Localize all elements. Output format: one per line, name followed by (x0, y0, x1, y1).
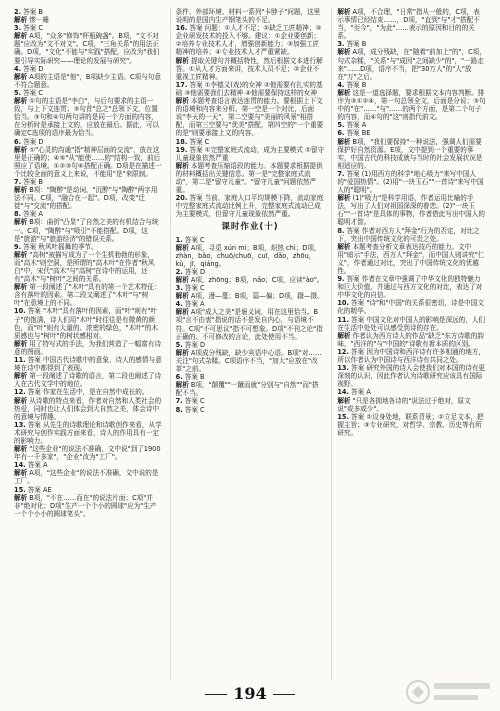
answer-entry (14, 388, 163, 396)
entry-label: 3. (337, 40, 345, 49)
answer-entry (14, 445, 163, 461)
entry-text: 答案 (1)用西方的科学"地心吸力"来写中国人的"爱国热情"。(2)用"一块玉石""一首诗"来写中国人的"聪明"。 (337, 169, 484, 195)
entry-label: 解析 (175, 381, 189, 390)
entry-text: 答案 BE (346, 129, 371, 138)
entry-label: 5. (175, 340, 183, 349)
answer-entry (14, 283, 163, 307)
answer-entry (14, 178, 163, 186)
entry-label: 解析 (14, 339, 28, 348)
entry-text: B项，"我们要保持"一种说法，强调人们需要保护好自然资源。E项，文中提到一个重要的事实，中国古代的科技成就与当时的社会发展状况是相适应的。 (337, 137, 483, 170)
answer-entry (14, 65, 163, 73)
entry-text: 答案 AE (27, 485, 52, 494)
answer-entry (14, 243, 163, 251)
entry-text: 答案 B (184, 373, 205, 382)
answer-page (14, 8, 486, 680)
entry-text: 答案 C (184, 397, 205, 406)
entry-label: 5. (337, 121, 345, 130)
entry-label: 解析 (14, 145, 28, 154)
entry-label: 解析 (14, 218, 28, 227)
answer-entry (337, 129, 486, 137)
answer-entry (337, 299, 486, 315)
entry-label: 4. (337, 80, 345, 89)
answer-entry (14, 32, 163, 64)
entry-text: 答案 C (184, 405, 205, 414)
entry-label: 4. (175, 300, 183, 309)
answer-entry (14, 307, 163, 339)
entry-label: 解析 (14, 445, 28, 454)
entry-label: 解析 (337, 194, 351, 203)
entry-label: 解析 (337, 242, 351, 251)
answer-entry (176, 406, 325, 414)
entry-label: 解析 (337, 48, 351, 57)
answer-entry (176, 146, 325, 162)
footer-dash-left (205, 694, 227, 696)
answer-entry (14, 397, 163, 421)
entry-text: 答案 因为中国诗和西洋诗有许多相通的地方，所以作者认为中国诗与西洋诗有共同之处。 (337, 347, 486, 365)
entry-label: 8. (337, 226, 345, 235)
entry-label: 解析 (14, 97, 28, 106)
entry-text: 答案 A (346, 121, 367, 130)
entry-text: 答案 C (184, 235, 205, 244)
entry-text: A项的主语是"他"，B项缺少主语。C项与句意不符合题意。 (14, 72, 161, 89)
entry-label: 解析 (14, 16, 28, 25)
entry-label: 解析 (14, 186, 28, 195)
entry-text: A项"成人之美"是褒义词，用在这里恰当。B项"言不由衷"指说的话不是发自内心，与语境不符。C项"不可思议"指不可想象。D项"不刊之论"指正确的、不可修改的言论，此处使用不当。 (175, 308, 323, 341)
entry-text: 答案 B (23, 8, 43, 16)
column-middle (170, 8, 325, 680)
entry-text: (1)"吸力"是科学用语，作者运用比喻的手法，写出了人们对祖国深深的眷恋。(2)"一块玉石""一首诗"是具体的事物，作者借此写出中国人的聪明才智。 (337, 194, 485, 227)
entry-label: 解析 (175, 292, 189, 301)
answer-entry (337, 81, 486, 89)
entry-text: B项：曲折"凸显"了自然之美的有机结合与统一。C项，"陶醉"与"吸引"不能搭配。D项，这是"旅游"与"旅游经济"的错误关系。 (14, 218, 159, 243)
entry-text: 答案 D (23, 137, 44, 146)
entry-label: 14. (14, 461, 26, 470)
entry-text: A项，不合理，"日常"指从一般的，C项，表示事情已经结束……，D项，"直到"与"才"搭配不当，"至今"，"为此"……表示的原因和目的的关系。 (337, 8, 480, 41)
entry-text: B项："陶醉"是动词，"沉醉"与"陶醉"两字用法不同。C项，"融合在一起"。D项，改变"迁徙"与"交流"的搭配。 (14, 186, 158, 211)
answer-entry (14, 421, 163, 445)
answer-entry (176, 284, 325, 292)
answer-entry (337, 388, 486, 396)
entry-label: 解析 (337, 88, 351, 97)
entry-label: 解析 (14, 493, 28, 502)
entry-label: 解析 (175, 243, 189, 252)
answer-entry (176, 341, 325, 349)
answer-entry (14, 73, 163, 89)
entry-label: 11. (14, 356, 26, 365)
entry-text: 答案 作者对西方人"拜金"行为的否定，对比之下，突出中国传统文化的可贵之处。 (337, 226, 480, 243)
entry-text: 第一段阐述了"木叶"具有的第一个艺术特征：含有落叶的因素。第二段又阐述了"木叶"与"树叶"在意境上的不同。 (14, 283, 161, 308)
entry-label: 15. (14, 485, 26, 494)
entry-text: 答案 ①设身处地，联系背景；②立足文本，把握主旨；③专业研究，对哲学、宗教、历史等有所研究。 (337, 412, 484, 437)
entry-text: 答案 作家在生活中，是在自然中成长的。 (27, 388, 149, 397)
entry-label: 9. (14, 242, 22, 251)
entry-label: 解析 (14, 372, 28, 381)
entry-text: 答案 B (23, 177, 43, 186)
entry-label: 1. (175, 235, 183, 244)
entry-label: 解析 (175, 308, 189, 317)
answer-entry (337, 194, 486, 226)
entry-label: 20. (175, 194, 188, 203)
entry-label: 10. (337, 299, 350, 308)
entry-text: 答案 D (184, 267, 206, 276)
entry-text: 用了特写式的手法，为我们营造了一幅富有诗意的图画。 (14, 339, 162, 356)
answer-entry (337, 227, 486, 243)
entry-text: B项，"颠覆""一蹴而就"分别与"自然""而"搭配不当。 (175, 381, 319, 398)
answer-entry (176, 373, 325, 381)
entry-text: 答案 C (189, 137, 210, 146)
answer-entry (14, 340, 163, 356)
entry-text: 本题考查分析文章表达技巧的能力。文中用"暗示"手法，西方人"拜金"，而中国人则讲究"仁义"，作者通过对比，突出了中国传统文化的优越性。 (337, 242, 485, 275)
entry-text: 答案 问题：①人才不足；②缺乏工匠精神；③企业研发技术的投入不够。建议：①企业要创新；②培养专业技术人才，增强创新能力；③加强工匠精神的培养；④专业技术人才严重紧缺。 (175, 24, 322, 57)
entry-label: 3. (175, 284, 183, 293)
answer-entry (14, 486, 163, 494)
entry-text: 第一段阐述了诗歌的语言，第二段也阐述了诗人在古代文学中的地位。 (14, 372, 162, 389)
entry-label: 解析 (337, 331, 351, 340)
entry-text: 答案 "木叶"具有落叶的因素，而"叶"则有"叶子"的饱满，诗人们用"木叶"时往往是有微黄的颜色，而"叶"则有大量的、浓密的绿色，"木叶"的木质感也与"树叶"的树状感相对。 (14, 307, 159, 340)
entry-text: 答案 A (351, 388, 371, 397)
entry-text: ①"心灵的沟通"指"精神层面的交流"，放在这里是正确的；④⑤"从"能使……的"结构一致，前后照应了语境。①②③句⑥搭配正确。D项是在描述一个比较全面的意义上来说，不能用"是"来限制。 (14, 145, 162, 178)
answer-entry (14, 89, 163, 97)
entry-label: 解析 (14, 72, 28, 81)
entry-text: A项，漫—蔓；B项，篇—偏；D项，蹑—摄。 (190, 292, 324, 301)
entry-label: 2. (14, 8, 22, 16)
entry-text: A项，"众多"修饰"杯瓶碗盏"。B项，"文不对题"应改为"文不对文"。C项，"三角关系"的用法正确。D项，"文化"不能与"实践"搭配，应改为"我们要引导实际研究——理论的发展与研究"。 (14, 32, 160, 65)
answer-entry (14, 138, 163, 146)
entry-label: 14. (337, 388, 350, 397)
entry-text: A项，成分残缺，在"随着"前加上"的"，C项，句式杂糅，"关系"与"成因"之间缺少"的"，"一路走来"……D项，语序不当，把"30万人"的"人"放在"万"之后。 (337, 48, 486, 81)
answer-entry (176, 381, 325, 397)
entry-label: 3. (14, 24, 22, 33)
entry-text: 答案 C (23, 24, 43, 33)
section-title: 课时作业(十) (221, 222, 279, 233)
answer-entry (176, 236, 325, 244)
answer-entry (176, 24, 325, 56)
answer-entry (337, 332, 486, 348)
entry-label: 12. (337, 347, 350, 356)
footer-dash-right (273, 694, 295, 696)
entry-label: 解析 (175, 161, 189, 170)
column-right (331, 8, 486, 680)
entry-label: 解析 (14, 250, 28, 259)
answer-entry (337, 413, 486, 437)
answer-entry (337, 89, 486, 121)
page-number: 194 (233, 684, 267, 703)
entry-text: A项，zhōng；B项，nǎo；C项，应读"ào"。 (190, 276, 324, 284)
entry-label: 解析 (337, 396, 351, 405)
entry-text: A项，"这些企业"的说法不准确，文中说的是工厂。 (14, 469, 159, 486)
entry-label: 解析 (337, 8, 351, 16)
entry-label: 16. (175, 24, 188, 33)
entry-text: 答案 D (23, 64, 44, 73)
entry-label: 解析 (14, 396, 28, 405)
answer-entry (337, 8, 486, 40)
entry-text: 提取关键句并概括特性，然后根据文本进行解答。①从人才方面来讲，技术人员不足；②企业不重视工匠精神。 (175, 56, 323, 81)
watermark-logo-icon (404, 675, 496, 709)
entry-label: 解析 (175, 276, 189, 284)
answer-entry (337, 243, 486, 275)
entry-text: 答案 中国文化对中国人的影响是深远的，人们在生活中处处可以感受到诗的存在。 (337, 315, 486, 332)
entry-text: 答案 ①完整家庭式流动，成为主要模式 ②留守儿童现象依然严重 (175, 145, 325, 162)
entry-label: 4. (14, 64, 22, 73)
entry-text: 答案 D (184, 340, 206, 349)
entry-text: 答案 ①李德义(戏)的女神 ②他需要有扎实的基础 ③他需要我们去精神 ④他需要保持这样的女神 (175, 80, 323, 97)
answer-entry (14, 146, 163, 178)
entry-label: 10. (14, 307, 26, 316)
answer-entry (14, 372, 163, 388)
entry-text: 条件、外部环境、材料一系列"卡脖子"问题，这里说明的是国内生产钢笔头的不足。 (175, 8, 321, 25)
entry-text: 答案 研究外国的诗人会使我们对本国的诗有更深刻的认识，因此作者认为诗歌研究应该具有国际视野。 (337, 364, 486, 389)
entry-label: 15. (337, 412, 350, 421)
entry-text: A项，寻觅 xún mì；B项，炽热 chì；D项，zhàn，bǎo，chuō/chuō，cuī，dǎo，zhōu，kù，jī，qiáng。 (175, 243, 321, 268)
entry-text: 答案 "诗"和"中国"的关系很密切，诗是中国文化的精华。 (337, 299, 484, 316)
entry-text: "高树"被描写成为了一个生机勃勃的形象，而"高木"则空洞，是所谓的"高木叶"在作者"秋风白"中，宋代"高木"与"高树"在诗中的运用，还有"高木"与"树叶"之间的关系。 (14, 250, 155, 284)
entry-text: 这是一道选择题，要求根据文本内容判断。排序为③①②④，第一句总领全文，后面是分说；③句中的"在"……"与"……的两个方面，是第二个句子的内容，而④句的"这"则指代前文。 (337, 88, 486, 122)
answer-entry (337, 275, 486, 299)
entry-text: 答案 C (184, 284, 205, 293)
entry-label: 17. (175, 80, 188, 89)
answer-entry (176, 194, 325, 218)
entry-text: 本题考查语言表达连贯的能力。要根据上下文的语境和内容来分析。第一空是一个对比，后面说"李天的一天"，第二空要与"美丽的风景"相搭配，而第三空要与"优美"搭配，第四空的"一个重要的是"则要承接上文的内容。 (175, 97, 324, 138)
entry-label: 19. (175, 145, 188, 154)
entry-text: "这些企业"的说法不准确，文中说"到了1900年有一千多家"，"企业"改为"工厂"。 (14, 445, 161, 462)
entry-label: 解析 (14, 32, 28, 41)
entry-label: 7. (175, 397, 183, 406)
entry-text: 答案 B (346, 40, 367, 49)
answer-entry (337, 48, 486, 80)
entry-label: 解析 (175, 97, 189, 106)
entry-label: 18. (175, 137, 188, 146)
entry-text: ①句的主语是"李白"，与后句要求的主语一致，与上下文连贯；③句首"总之"总领下文，位置恰当。③句和④句两句讲的是同一个方面的内容，在分析时是承接上文的，应放在最后。据此，可以确定C选项的语序最为恰当。 (14, 97, 160, 138)
answer-entry (14, 251, 163, 283)
answer-entry (176, 162, 325, 194)
entry-label: 13. (337, 364, 350, 373)
answer-entry (337, 316, 486, 332)
entry-text: 从诗歌的特点来看，作者对自然和人类社会的热爱，同时也让人们体会到大自然之美，体会诗中的意境与情趣。 (14, 396, 162, 421)
entry-text: 答案 当前，家庭人口平均规模下降，流动家庭中完整家庭式流动比例上升，完整家庭式流动已成为主要模式，但留守儿童现象依然严重。 (175, 194, 324, 219)
answer-entry (337, 364, 486, 388)
answer-entry (14, 8, 163, 16)
entry-text: 答案 C (23, 88, 43, 97)
entry-text: B项，"不在……而在"的说法片面；C项"并非"绝对化；D项"生产一个个小的圆球"应为"生产一个个小小的圆球笔头"。 (14, 493, 157, 518)
answer-entry (176, 349, 325, 373)
answer-entry (176, 276, 325, 284)
answer-entry (176, 308, 325, 340)
answer-entry (337, 170, 486, 194)
answer-entry (176, 97, 325, 137)
answer-entry (176, 8, 325, 24)
entry-label: 8. (175, 405, 183, 414)
entry-text: 答案 A (27, 461, 48, 470)
entry-label: 5. (14, 88, 22, 97)
answer-entry (14, 97, 163, 137)
answer-entry (176, 244, 325, 268)
entry-text: 答案 A (23, 210, 43, 219)
column-left (14, 8, 163, 680)
answer-entry (176, 268, 325, 276)
entry-text: 作者认为西方诗人的作品"缺乏"东方诗歌的韵味，"西洋的"与"中国的"诗歌有着本质的区别。 (337, 331, 484, 348)
entry-text: 本题考查压缩语段的能力。本题要求根据提供的材料概括出关键信息。第一是"完整家庭式流动"，第二是"留守儿童"。"留守儿童"问题依然严重。 (175, 161, 323, 195)
entry-text: 惨－睡 (29, 16, 49, 25)
answer-entry (14, 469, 163, 485)
entry-text: 答案 中国古代诗歌中的意象、诗人的感情与意境在诗中都得到了表现。 (14, 356, 162, 373)
entry-label: 11. (337, 315, 350, 324)
answer-entry (14, 494, 163, 518)
answer-entry (176, 57, 325, 81)
entry-label: 12. (14, 388, 26, 397)
entry-label: 7. (14, 177, 22, 186)
entry-label: 13. (14, 420, 26, 429)
answer-entry (176, 81, 325, 97)
entry-label: 解析 (14, 283, 28, 292)
entry-label: 2. (175, 267, 183, 276)
entry-text: A项成分残缺，缺少宾语中心语。B项"对……关注"句式杂糅。C项语序不当，"加大"应放在"改革"之前。 (175, 348, 322, 374)
entry-label: 解析 (175, 56, 189, 65)
entry-label: 解析 (175, 348, 189, 357)
entry-text: 答案 从先生的诗歌理论和诗歌创作来看，从学术研究与创作实践方面来看，诗人的作用具有一定的影响力。 (14, 420, 162, 445)
entry-label: 6. (175, 373, 183, 382)
entry-label: 9. (337, 275, 345, 284)
answer-entry (337, 348, 486, 364)
answer-entry (14, 186, 163, 210)
entry-label: 6. (337, 129, 345, 138)
answer-entry (14, 356, 163, 372)
entry-text: 答案 作者在文章中强调了中华文化的独特魅力和巨大价值，并通过与西方文化的对比，表达了对中华文化的自信。 (337, 275, 483, 300)
answer-entry (176, 138, 325, 146)
answer-entry (337, 138, 486, 170)
answer-entry (14, 16, 163, 24)
entry-text: 答案 秋风叶摇舞的季节。 (23, 242, 98, 251)
entry-text: 答案 A (184, 300, 205, 309)
entry-text: "只是各拥地各诗的"说法过于绝对，原文说"或多或少"。 (337, 396, 471, 413)
entry-label: 解析 (14, 469, 28, 478)
answer-entry (176, 397, 325, 405)
entry-label: 解析 (337, 137, 351, 146)
entry-text: 答案 B (346, 80, 367, 89)
entry-label: 7. (337, 169, 345, 178)
entry-label: 8. (14, 210, 22, 219)
entry-label: 6. (14, 137, 22, 146)
answer-entry (337, 397, 486, 413)
answer-entry (14, 218, 163, 242)
